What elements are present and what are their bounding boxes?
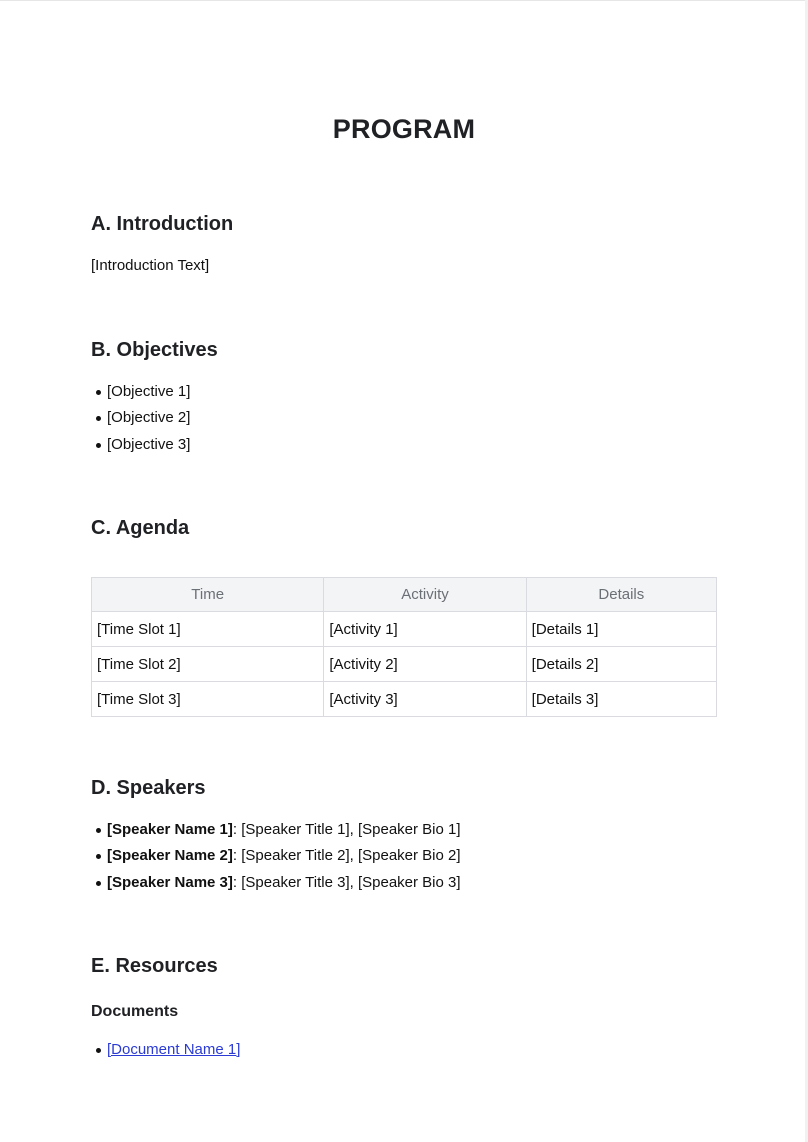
- details-cell: [Details 1]: [526, 612, 716, 647]
- time-cell: [Time Slot 2]: [92, 647, 324, 682]
- documents-list: [91, 1040, 240, 1066]
- time-cell: [Time Slot 3]: [92, 682, 324, 717]
- speakers-heading: D. Speakers: [91, 777, 206, 799]
- agenda-table: [91, 577, 717, 717]
- introduction-heading: A. Introduction: [91, 213, 234, 235]
- introduction-text: [Introduction Text]: [91, 257, 210, 274]
- speaker-separator: :: [232, 873, 242, 891]
- agenda-heading: C. Agenda: [91, 517, 190, 539]
- column-header-activity: Activity: [324, 578, 526, 612]
- speaker-info: [Speaker Title 1], [Speaker Bio 1]: [241, 821, 461, 838]
- speaker-separator: :: [232, 821, 242, 838]
- time-cell: [Time Slot 1]: [92, 612, 324, 647]
- objectives-list: [91, 382, 190, 461]
- speaker-name: [Speaker Name 1]: [107, 821, 233, 838]
- speaker-info: [Speaker Title 3], [Speaker Bio 3]: [241, 873, 461, 891]
- objectives-heading: B. Objectives: [91, 339, 218, 361]
- table-row: [92, 682, 717, 717]
- table-row: [92, 647, 717, 682]
- resources-heading: E. Resources: [91, 955, 218, 977]
- column-header-details: Details: [526, 578, 716, 612]
- table-row: [92, 612, 717, 647]
- speaker-separator: :: [232, 847, 242, 865]
- details-cell: [Details 2]: [526, 647, 716, 682]
- speakers-list: [91, 820, 461, 899]
- activity-cell: [Activity 3]: [324, 682, 526, 717]
- objective-item: [Objective 2]: [91, 408, 190, 434]
- documents-subheading: Documents: [91, 1003, 179, 1020]
- objective-item: [Objective 1]: [91, 382, 190, 408]
- agenda-header-row: [92, 578, 717, 612]
- page-title: PROGRAM: [332, 114, 476, 144]
- speaker-item: [91, 846, 461, 872]
- details-cell: [Details 3]: [526, 682, 716, 717]
- document-item: [91, 1040, 240, 1066]
- activity-cell: [Activity 2]: [324, 647, 526, 682]
- speaker-name: [Speaker Name 2]: [107, 847, 233, 865]
- speaker-item: [91, 873, 461, 899]
- column-header-time: Time: [92, 578, 324, 612]
- speaker-name: [Speaker Name 3]: [107, 873, 233, 891]
- objective-item: [Objective 3]: [91, 435, 190, 461]
- document-link[interactable]: [Document Name 1]: [107, 1041, 241, 1058]
- speaker-info: [Speaker Title 2], [Speaker Bio 2]: [241, 847, 461, 865]
- activity-cell: [Activity 1]: [324, 612, 526, 647]
- speaker-item: [91, 820, 461, 846]
